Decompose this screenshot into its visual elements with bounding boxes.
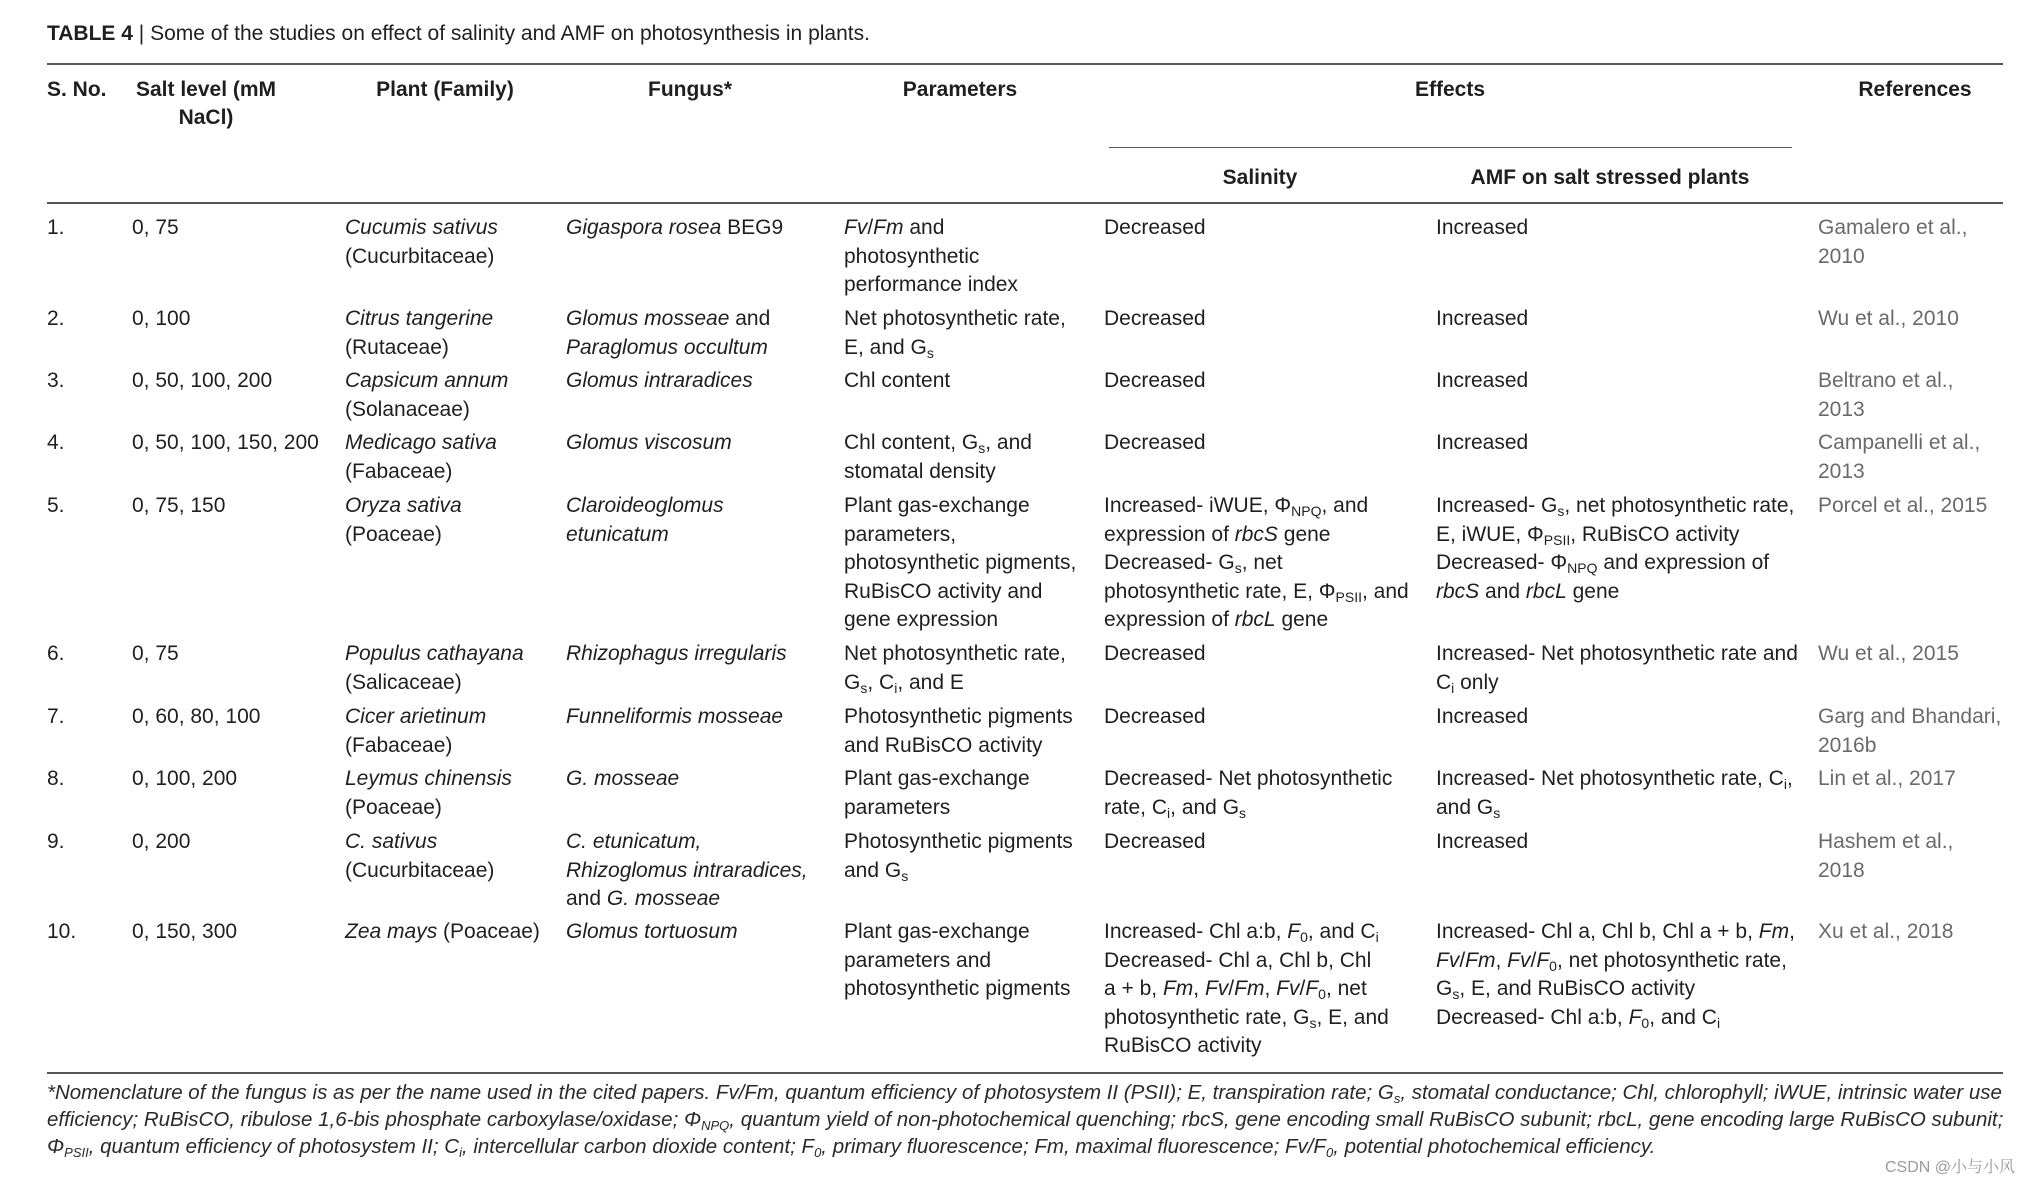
cell-line: 1.	[47, 216, 65, 239]
cell-line: Decreased- $\Phi_{NPQ}$ and expression of	[1436, 551, 1770, 576]
cell-parameters	[844, 367, 950, 396]
cell-parameters	[844, 429, 1032, 486]
cell-line: photosynthetic rate, E, $\Phi_{PSII}$, and	[1104, 579, 1409, 605]
cell-line: Gigaspora rosea BEG9	[566, 216, 784, 239]
cell-salt-level	[132, 305, 190, 334]
cell-line: and G. mosseae	[566, 887, 721, 910]
cell-references	[1818, 828, 1953, 885]
cell-line: (Poaceae)	[345, 795, 442, 819]
cell-fungus	[566, 765, 679, 794]
cell-salinity	[1104, 214, 1206, 243]
cell-line: rbcS and rbcL gene	[1436, 579, 1620, 603]
header-plant: Plant (Family)	[376, 78, 514, 101]
cell-parameters	[844, 492, 1076, 635]
cell-references	[1818, 492, 1987, 521]
cell-line: parameters	[844, 795, 951, 819]
cell-line: Campanelli et al.,	[1818, 431, 1981, 454]
cell-line: 0, 60, 80, 100	[132, 705, 261, 728]
cell-amf	[1436, 305, 1528, 334]
cell-line: 9.	[47, 830, 65, 853]
cell-salinity	[1104, 492, 1409, 635]
header-sno: S. No.	[47, 78, 107, 101]
cell-fungus	[566, 640, 787, 669]
cell-line: Glomus mosseae and	[566, 307, 771, 330]
cell-line: photosynthetic pigments,	[844, 551, 1077, 574]
cell-line: Increased- Net photosynthetic rate and	[1436, 642, 1798, 665]
effects-rule	[1109, 147, 1792, 148]
cell-line: expression of rbcL gene	[1104, 608, 1329, 631]
cell-line: Porcel et al., 2015	[1818, 494, 1988, 517]
cell-line: Cicer arietinum	[345, 705, 487, 728]
cell-line: Cucumis sativus	[345, 216, 498, 239]
top-rule	[47, 63, 2003, 65]
cell-amf	[1436, 918, 1795, 1032]
cell-plant	[345, 918, 540, 947]
cell-line: a + b, Fm, Fv/Fm, $Fv/F_0$, net	[1104, 977, 1367, 1002]
cell-line: Hashem et al.,	[1818, 830, 1954, 853]
cell-line: (Cucurbitaceae)	[345, 244, 495, 268]
cell-line: Wu et al., 2010	[1818, 307, 1959, 330]
cell-line: Decreased	[1104, 705, 1206, 728]
cell-line: Increased- $G_s$, net photosynthetic rate,	[1436, 494, 1795, 519]
cell-line: (Salicaceae)	[345, 670, 462, 694]
caption-text: Some of the studies on effect of salinity and AMF on photosynthesis in plants.	[150, 22, 870, 45]
cell-line: 6.	[47, 642, 65, 665]
cell-line: Lin et al., 2017	[1818, 767, 1956, 790]
cell-line: Populus cathayana	[345, 642, 524, 665]
cell-amf	[1436, 367, 1528, 396]
cell-amf	[1436, 765, 1793, 822]
cell-line: Claroideoglomus	[566, 494, 724, 517]
cell-line: Rhizoglomus intraradices,	[566, 858, 808, 882]
cell-amf	[1436, 703, 1528, 732]
cell-plant	[345, 214, 498, 271]
cell-plant	[345, 703, 486, 760]
cell-salt-level	[132, 765, 237, 794]
header-bottom-rule	[47, 202, 2003, 204]
cell-sno	[47, 429, 65, 458]
cell-plant	[345, 367, 508, 424]
cell-line: expression of rbcS gene	[1104, 522, 1331, 546]
cell-line: Plant gas-exchange	[844, 494, 1030, 517]
cell-line: 3.	[47, 369, 65, 392]
cell-line: 0, 100	[132, 307, 191, 330]
cell-line: Increased	[1436, 830, 1529, 853]
cell-line: Increased- iWUE, $\Phi_{NPQ}$, and	[1104, 494, 1369, 519]
cell-salt-level	[132, 703, 260, 732]
cell-parameters	[844, 828, 1073, 885]
header-parameters: Parameters	[902, 78, 1018, 101]
cell-salinity	[1104, 828, 1206, 857]
cell-line: rate, $C_i$, and $G_s$	[1104, 795, 1247, 821]
cell-fungus	[566, 918, 738, 947]
header-salinity: Salinity	[1222, 166, 1298, 189]
cell-line: (Rutaceae)	[345, 335, 449, 359]
cell-fungus	[566, 305, 770, 362]
cell-line: Decreased- $G_s$, net	[1104, 551, 1283, 576]
cell-parameters	[844, 305, 1066, 362]
cell-line: Garg and Bhandari,	[1818, 705, 2002, 728]
cell-references	[1818, 765, 1956, 794]
cell-line: Decreased- Chl a, Chl b, Chl	[1104, 948, 1372, 972]
cell-line: and RuBisCO activity	[844, 733, 1043, 757]
cell-line: Capsicum annum	[345, 369, 509, 392]
cell-line: Chl content, $G_s$, and	[844, 431, 1032, 456]
cell-line: Fv/Fm, $Fv/F_0$, net photosynthetic rate,	[1436, 948, 1787, 974]
cell-parameters	[844, 640, 1066, 697]
header-effects: Effects	[1414, 78, 1486, 101]
cell-salt-level	[132, 492, 225, 521]
cell-line: Citrus tangerine	[345, 307, 494, 330]
cell-sno	[47, 828, 65, 857]
cell-salt-level	[132, 214, 179, 243]
cell-line: RuBisCO activity and	[844, 579, 1043, 603]
cell-line: 0, 100, 200	[132, 767, 238, 790]
cell-line: (Cucurbitaceae)	[345, 858, 495, 882]
cell-salinity	[1104, 305, 1206, 334]
cell-line: Decreased- Chl a:b, $F_0$, and $C_i$	[1436, 1005, 1721, 1031]
cell-line: Leymus chinensis	[345, 767, 512, 790]
cell-line: and $G_s$	[1436, 795, 1501, 821]
cell-line: 0, 50, 100, 200	[132, 369, 273, 392]
cell-line: Gamalero et al.,	[1818, 216, 1968, 239]
cell-sno	[47, 367, 65, 396]
cell-salinity	[1104, 429, 1206, 458]
cell-salinity	[1104, 703, 1206, 732]
cell-line: 2.	[47, 307, 65, 330]
cell-references	[1818, 305, 1959, 334]
cell-line: $G_s$, E, and RuBisCO activity	[1436, 977, 1696, 1002]
table-footnote: *Nomenclature of the fungus is as per the name used in the cited papers. Fv/Fm, quantum efficiency of photosystem II (PSII); E, transpiration rate; $G_s$, stomatal conductance; Chl, chlorophyll; iWUE, intrinsic water use efficiency; RuBisCO, ribulose 1,6-bis phosphate carboxylase/oxidase; $\Phi_{NPQ}$, quantum yield of non-photochemical quenching; rbcS, gene encoding small RuBisCO subunit; rbcL, gene encoding large RuBisCO subunit; $\Phi_{PSII}$, quantum efficiency of photosystem II; $C_i$, intercellular carbon dioxide content; $F_0$, primary fluorescence; Fm, maximal fluorescence; $Fv/F_0$, potential photochemical efficiency.	[47, 1081, 2004, 1160]
cell-line: 0, 150, 300	[132, 920, 238, 943]
cell-sno	[47, 640, 65, 669]
cell-fungus	[566, 828, 808, 914]
cell-line: 7.	[47, 705, 65, 728]
cell-line: Xu et al., 2018	[1818, 920, 1954, 943]
cell-line: Zea mays (Poaceae)	[345, 920, 540, 943]
cell-line: Paraglomus occultum	[566, 335, 768, 359]
cell-amf	[1436, 640, 1798, 697]
cell-salinity	[1104, 765, 1392, 822]
cell-salt-level	[132, 429, 319, 458]
cell-line: parameters and	[844, 948, 992, 972]
cell-line: Increased- Chl a:b, $F_0$, and $C_i$	[1104, 920, 1379, 945]
table-bottom-rule	[47, 1072, 2003, 1074]
cell-line: Increased	[1436, 216, 1529, 239]
cell-line: Decreased	[1104, 830, 1206, 853]
cell-line: Net photosynthetic rate,	[844, 307, 1066, 330]
cell-salt-level	[132, 918, 237, 947]
cell-line: Beltrano et al.,	[1818, 369, 1954, 392]
cell-sno	[47, 765, 65, 794]
cell-line: (Fabaceae)	[345, 733, 453, 757]
cell-line: Glomus intraradices	[566, 369, 753, 392]
cell-line: Medicago sativa	[345, 431, 497, 454]
cell-plant	[345, 492, 462, 549]
cell-line: 0, 75, 150	[132, 494, 226, 517]
cell-line: Net photosynthetic rate,	[844, 642, 1066, 665]
cell-sno	[47, 214, 65, 243]
cell-line: 10.	[47, 920, 77, 943]
cell-salinity	[1104, 367, 1206, 396]
cell-line: 8.	[47, 767, 65, 790]
cell-line: parameters,	[844, 522, 957, 546]
cell-salt-level	[132, 828, 190, 857]
cell-line: performance index	[844, 273, 1018, 296]
cell-line: 2018	[1818, 858, 1865, 882]
cell-line: 2013	[1818, 397, 1865, 421]
cell-line: G. mosseae	[566, 767, 680, 790]
cell-amf	[1436, 492, 1794, 606]
cell-parameters	[844, 765, 1030, 822]
header-fungus: Fungus*	[648, 78, 732, 101]
cell-line: Glomus tortuosum	[566, 920, 738, 943]
cell-line: Increased	[1436, 705, 1529, 728]
cell-line: Photosynthetic pigments	[844, 705, 1073, 728]
cell-parameters	[844, 703, 1073, 760]
cell-fungus	[566, 492, 724, 549]
cell-references	[1818, 214, 1967, 271]
cell-plant	[345, 828, 494, 885]
cell-line: Decreased	[1104, 431, 1206, 454]
cell-salinity	[1104, 640, 1206, 669]
cell-sno	[47, 703, 65, 732]
cell-line: RuBisCO activity	[1104, 1034, 1262, 1057]
cell-line: C. sativus	[345, 830, 438, 853]
cell-plant	[345, 305, 493, 362]
cell-line: Chl content	[844, 369, 951, 392]
cell-line: Decreased- Net photosynthetic	[1104, 767, 1393, 790]
cell-line: Decreased	[1104, 369, 1206, 392]
cell-fungus	[566, 703, 783, 732]
cell-line: Increased- Chl a, Chl b, Chl a + b, Fm,	[1436, 920, 1795, 943]
cell-references	[1818, 640, 1959, 669]
cell-sno	[47, 492, 65, 521]
header-salt-level	[126, 76, 286, 132]
cell-references	[1818, 367, 1953, 424]
cell-plant	[345, 429, 497, 486]
cell-amf	[1436, 214, 1528, 243]
cell-line: Glomus viscosum	[566, 431, 732, 454]
cell-line: E, iWUE, $\Phi_{PSII}$, RuBisCO activity	[1436, 522, 1740, 548]
cell-line: stomatal density	[844, 459, 996, 483]
cell-line: 0, 200	[132, 830, 191, 853]
cell-line: Photosynthetic pigments	[844, 830, 1073, 853]
cell-amf	[1436, 828, 1528, 857]
cell-line: Plant gas-exchange	[844, 920, 1030, 943]
cell-line: 0, 50, 100, 150, 200	[132, 431, 319, 454]
caption-separator: |	[132, 22, 151, 45]
cell-salt-level	[132, 367, 272, 396]
cell-line: Increased	[1436, 369, 1529, 392]
cell-line: Rhizophagus irregularis	[566, 642, 787, 665]
header-references: References	[1858, 78, 1972, 101]
cell-line: (Fabaceae)	[345, 459, 453, 483]
cell-line: gene expression	[844, 608, 999, 631]
cell-line: Decreased	[1104, 642, 1206, 665]
cell-plant	[345, 640, 524, 697]
cell-line: Plant gas-exchange	[844, 767, 1030, 790]
cell-line: Decreased	[1104, 307, 1206, 330]
cell-line: 2013	[1818, 459, 1865, 483]
cell-line: $G_s$, $C_i$, and E	[844, 670, 964, 696]
watermark: CSDN @小与小风	[1885, 1159, 2016, 1176]
cell-references	[1818, 918, 1953, 947]
cell-line: 0, 75	[132, 642, 179, 665]
cell-sno	[47, 918, 76, 947]
cell-line: Increased	[1436, 431, 1529, 454]
cell-references	[1818, 703, 2001, 760]
table-label: TABLE 4	[47, 22, 133, 45]
header-salt-line2: NaCl)	[178, 106, 234, 129]
cell-line: 5.	[47, 494, 65, 517]
cell-line: photosynthetic pigments	[844, 977, 1071, 1000]
cell-line: Decreased	[1104, 216, 1206, 239]
header-salt-line1: Salt level (mM	[135, 78, 277, 101]
cell-line: Oryza sativa	[345, 494, 462, 517]
cell-parameters	[844, 214, 1018, 300]
cell-line: Wu et al., 2015	[1818, 642, 1959, 665]
cell-line: 2010	[1818, 244, 1865, 268]
cell-salinity	[1104, 918, 1389, 1061]
cell-line: etunicatum	[566, 522, 669, 546]
cell-line: $C_i$ only	[1436, 670, 1499, 696]
cell-line: Increased- Net photosynthetic rate, $C_i$,	[1436, 767, 1793, 792]
cell-line: Increased	[1436, 307, 1529, 330]
cell-fungus	[566, 429, 732, 458]
cell-amf	[1436, 429, 1528, 458]
cell-line: E, and $G_s$	[844, 335, 934, 361]
cell-line: 0, 75	[132, 216, 179, 239]
cell-line: (Poaceae)	[345, 522, 442, 546]
cell-line: and $G_s$	[844, 858, 909, 884]
cell-line: C. etunicatum,	[566, 830, 702, 853]
cell-line: 2016b	[1818, 733, 1877, 757]
cell-line: photosynthetic	[844, 244, 980, 268]
header-amf: AMF on salt stressed plants	[1470, 166, 1750, 189]
table-caption	[47, 20, 870, 48]
cell-line: Fv/Fm and	[844, 216, 945, 239]
cell-line: 4.	[47, 431, 65, 454]
cell-salt-level	[132, 640, 179, 669]
cell-fungus	[566, 214, 783, 243]
cell-line: Funneliformis mosseae	[566, 705, 784, 728]
cell-parameters	[844, 918, 1070, 1004]
cell-line: photosynthetic rate, $G_s$, E, and	[1104, 1005, 1389, 1031]
cell-plant	[345, 765, 512, 822]
cell-references	[1818, 429, 1980, 486]
cell-sno	[47, 305, 65, 334]
cell-line: (Solanaceae)	[345, 397, 470, 421]
cell-fungus	[566, 367, 753, 396]
